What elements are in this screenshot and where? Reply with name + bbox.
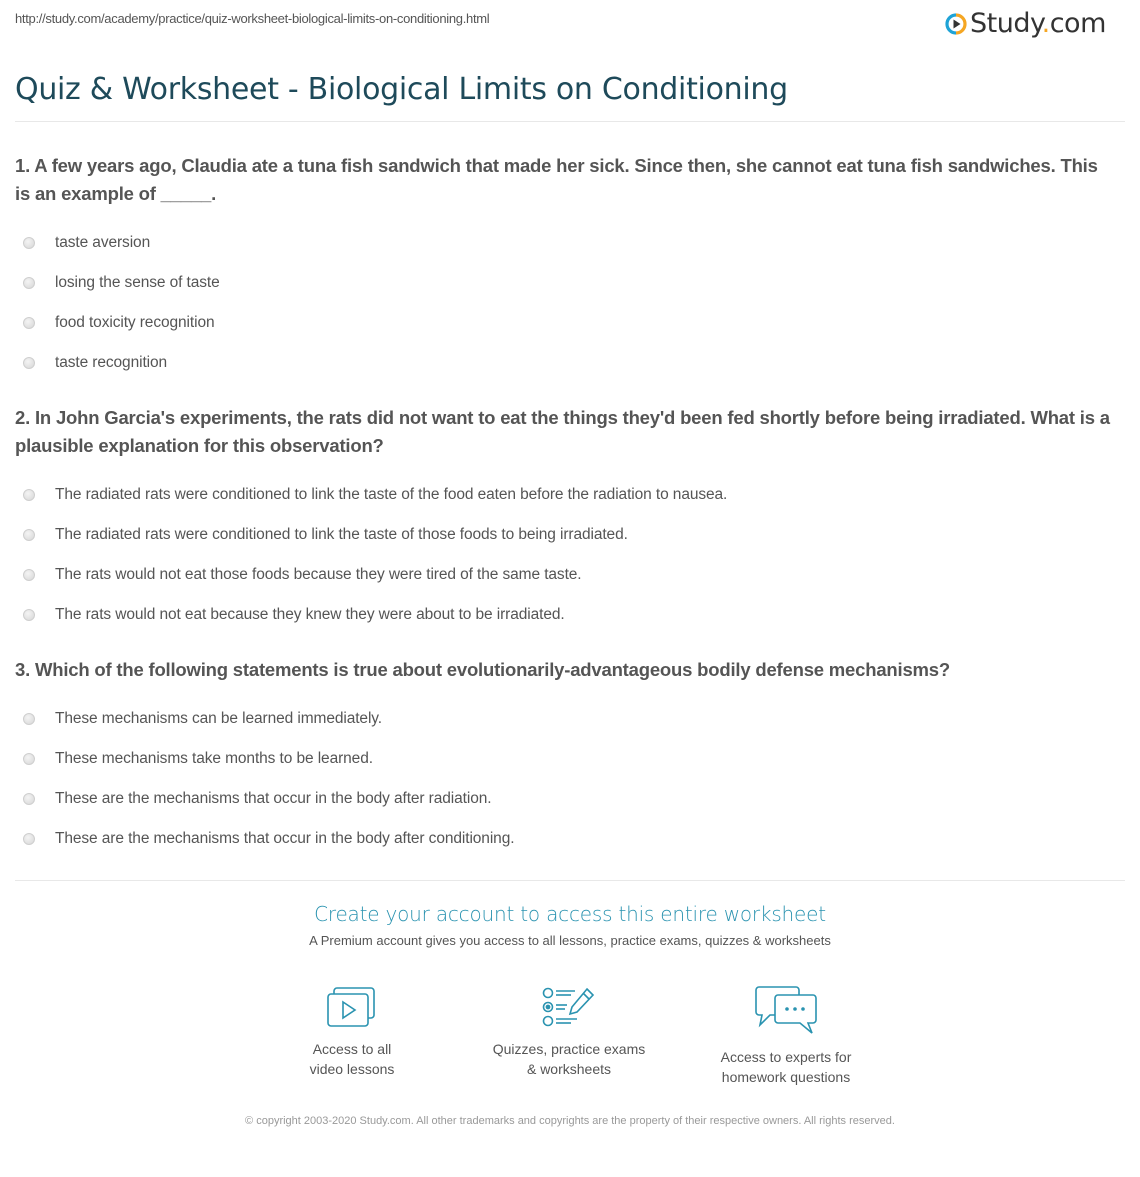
answer-option[interactable] — [15, 303, 1115, 343]
radio-button[interactable] — [23, 237, 35, 249]
radio-button[interactable] — [23, 357, 35, 369]
feature-experts — [686, 985, 886, 1087]
answer-text: food toxicity recognition — [55, 314, 215, 331]
question-text: 3. Which of the following statements is true about evolutionarily-advantageous bodily defense mechanisms? — [15, 659, 950, 680]
answer-option[interactable] — [15, 343, 1115, 383]
answer-option[interactable] — [15, 739, 1115, 779]
question-text: 2. In John Garcia's experiments, the rats did not want to eat the things they'd been fed shortly before being irradiated. What is a plausible explanation for this observation? — [15, 407, 1110, 456]
radio-button[interactable] — [23, 529, 35, 541]
section-divider — [15, 880, 1125, 881]
answer-text: These mechanisms take months to be learned. — [55, 750, 373, 767]
question-3 — [15, 656, 1115, 859]
feature-quizzes — [469, 985, 669, 1079]
answer-option[interactable] — [15, 595, 1115, 635]
title-divider — [15, 121, 1125, 122]
answer-text: The radiated rats were conditioned to link the taste of the food eaten before the radiation to nausea. — [55, 486, 728, 503]
answer-option[interactable] — [15, 699, 1115, 739]
answer-text: These are the mechanisms that occur in the body after conditioning. — [55, 830, 515, 847]
radio-button[interactable] — [23, 317, 35, 329]
radio-button[interactable] — [23, 609, 35, 621]
radio-button[interactable] — [23, 713, 35, 725]
premium-description: A Premium account gives you access to all lessons, practice exams, quizzes & worksheets — [309, 933, 831, 948]
page-title: Quiz & Worksheet - Biological Limits on Conditioning — [15, 72, 788, 107]
answer-option[interactable] — [15, 475, 1115, 515]
radio-button[interactable] — [23, 489, 35, 501]
quiz-checklist-icon — [541, 985, 597, 1029]
answer-text: taste aversion — [55, 234, 151, 251]
answer-list — [15, 475, 1115, 635]
answer-list — [15, 223, 1115, 383]
study-logo[interactable] — [945, 10, 1106, 38]
logo-wordmark: Study.com — [970, 8, 1106, 39]
feature-label: Quizzes, practice exams & worksheets — [492, 1041, 646, 1077]
play-circle-logo-icon — [945, 13, 967, 35]
question-2 — [15, 404, 1115, 635]
chat-bubbles-icon — [754, 985, 818, 1037]
feature-video-lessons — [252, 985, 452, 1079]
answer-text: These are the mechanisms that occur in the body after radiation. — [55, 790, 492, 807]
answer-list — [15, 699, 1115, 859]
answer-text: taste recognition — [55, 354, 168, 371]
radio-button[interactable] — [23, 793, 35, 805]
create-account-link[interactable]: Create your account to access this entire worksheet — [314, 902, 826, 926]
copyright-notice: © copyright 2003-2020 Study.com. All other trademarks and copyrights are the property of their respective owners. All rights reserved. — [245, 1115, 895, 1127]
answer-text: The radiated rats were conditioned to link the taste of those foods to being irradiated. — [55, 526, 628, 543]
radio-button[interactable] — [23, 753, 35, 765]
page-url: http://study.com/academy/practice/quiz-worksheet-biological-limits-on-conditioning.html — [15, 11, 490, 26]
answer-option[interactable] — [15, 263, 1115, 303]
answer-option[interactable] — [15, 819, 1115, 859]
answer-option[interactable] — [15, 515, 1115, 555]
answer-text: The rats would not eat because they knew they were about to be irradiated. — [55, 606, 565, 623]
question-text: 1. A few years ago, Claudia ate a tuna fish sandwich that made her sick. Since then, she cannot eat tuna fish sandwiches. This is an example of _____. — [15, 155, 1098, 204]
feature-label: Access to experts for homework questions — [720, 1049, 852, 1085]
radio-button[interactable] — [23, 277, 35, 289]
radio-button[interactable] — [23, 569, 35, 581]
answer-option[interactable] — [15, 555, 1115, 595]
answer-option[interactable] — [15, 223, 1115, 263]
answer-option[interactable] — [15, 779, 1115, 819]
answer-text: losing the sense of taste — [55, 274, 220, 291]
video-lessons-icon — [326, 985, 378, 1029]
answer-text: These mechanisms can be learned immediately. — [55, 710, 382, 727]
radio-button[interactable] — [23, 833, 35, 845]
answer-text: The rats would not eat those foods because they were tired of the same taste. — [55, 566, 582, 583]
feature-label: Access to all video lessons — [309, 1041, 395, 1077]
question-1 — [15, 152, 1115, 383]
